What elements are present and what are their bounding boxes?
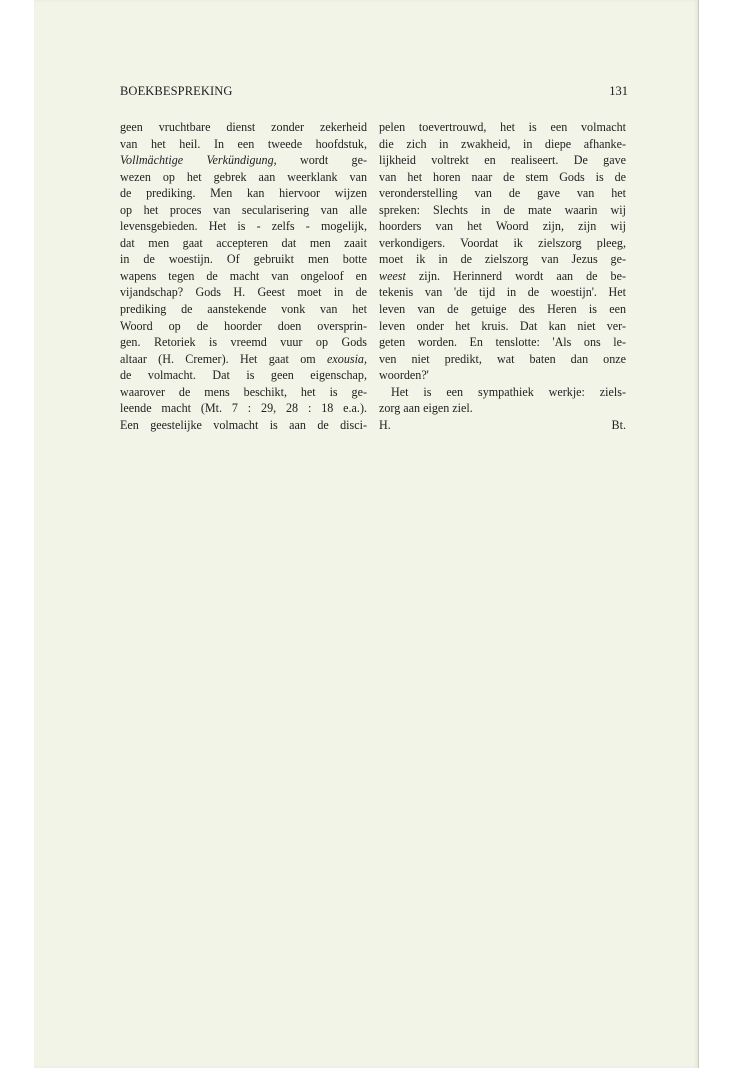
signature-initial-right: Bt. bbox=[611, 417, 626, 432]
left-column bbox=[120, 119, 367, 433]
text-line: geen vruchtbare dienst zonder zekerheid bbox=[120, 120, 367, 134]
book-page bbox=[34, 0, 699, 1068]
text-line: de prediking. Men kan hiervoor wijzen bbox=[120, 186, 367, 201]
italic-term: exousia, bbox=[327, 351, 367, 366]
text-line: woorden?' bbox=[379, 368, 429, 383]
italic-term: Vollmächtige Verkündigung, bbox=[120, 153, 277, 168]
text-line: veronderstelling van de gave van het bbox=[379, 186, 626, 201]
text-line bbox=[379, 268, 626, 285]
text-line: van het heil. In een tweede hoofdstuk, bbox=[120, 136, 367, 151]
text-segment: wordt ge- bbox=[276, 153, 367, 168]
text-line: leende macht (Mt. 7 : 29, 28 : 18 e.a.). bbox=[120, 401, 367, 416]
text-line: die zich in zwakheid, in diepe afhanke- bbox=[379, 136, 626, 151]
text-line: pelen toevertrouwd, het is een volmacht bbox=[379, 120, 626, 134]
text-line: vijandschap? Gods H. Geest moet in de bbox=[120, 285, 367, 300]
text-line: de volmacht. Dat is geen eigenschap, bbox=[120, 368, 367, 383]
text-line: tekenis van 'de tijd in de woestijn'. Het bbox=[379, 285, 626, 300]
text-line: in de woestijn. Of gebruikt men botte bbox=[120, 252, 367, 267]
text-line: waarover de mens beschikt, het is ge- bbox=[120, 384, 367, 399]
text-line: van het horen naar de stem Gods is de bbox=[379, 169, 626, 184]
text-line: ven niet predikt, wat baten dan onze bbox=[379, 351, 626, 366]
text-line: wezen op het gebrek aan weerklank van bbox=[120, 169, 367, 184]
text-line: leven onder het kruis. Dat kan niet ver- bbox=[379, 318, 626, 333]
signature-initial-left: H. bbox=[379, 417, 391, 432]
text-segment: altaar (H. Cremer). Het gaat om bbox=[120, 351, 328, 366]
text-line: wapens tegen de macht van ongeloof en bbox=[120, 268, 367, 283]
text-line: Een geestelijke volmacht is aan de disci- bbox=[120, 417, 367, 432]
text-line: Woord op de hoorder doen oversprin- bbox=[120, 318, 367, 333]
text-line: verkondigers. Voordat ik zielszorg pleeg, bbox=[379, 235, 626, 250]
text-line: geten worden. En tenslotte: 'Als ons le- bbox=[379, 335, 626, 350]
text-line: lijkheid voltrekt en realiseert. De gave bbox=[379, 153, 626, 168]
reviewer-signature bbox=[379, 417, 626, 434]
text-line: moet ik in de zielszorg van Jezus ge- bbox=[379, 252, 626, 267]
text-line: op het proces van secularisering van alle bbox=[120, 202, 367, 217]
running-header bbox=[120, 84, 628, 104]
text-line: levensgebieden. Het is - zelfs - mogelijk, bbox=[120, 219, 367, 234]
text-line: prediking de aanstekende vonk van het bbox=[120, 302, 367, 317]
text-segment: zijn. Herinnerd wordt aan de be- bbox=[405, 268, 626, 283]
text-line: dat men gaat accepteren dat men zaait bbox=[120, 235, 367, 250]
text-line: leven van de getuige des Heren is een bbox=[379, 302, 626, 317]
text-line: gen. Retoriek is vreemd vuur op Gods bbox=[120, 335, 367, 350]
italic-term: weest bbox=[379, 268, 406, 283]
text-line bbox=[120, 152, 367, 169]
running-title: BOEKBESPREKING bbox=[120, 84, 233, 98]
right-column bbox=[379, 119, 626, 433]
text-line: Het is een sympathiek werkje: ziels- bbox=[391, 384, 626, 399]
page-number: 131 bbox=[609, 84, 628, 98]
text-line bbox=[120, 351, 367, 368]
text-line: zorg aan eigen ziel. bbox=[379, 401, 473, 416]
text-line: hoorders van het Woord zijn, zijn wij bbox=[379, 219, 626, 234]
text-line: spreken: Slechts in de mate waarin wij bbox=[379, 202, 626, 217]
